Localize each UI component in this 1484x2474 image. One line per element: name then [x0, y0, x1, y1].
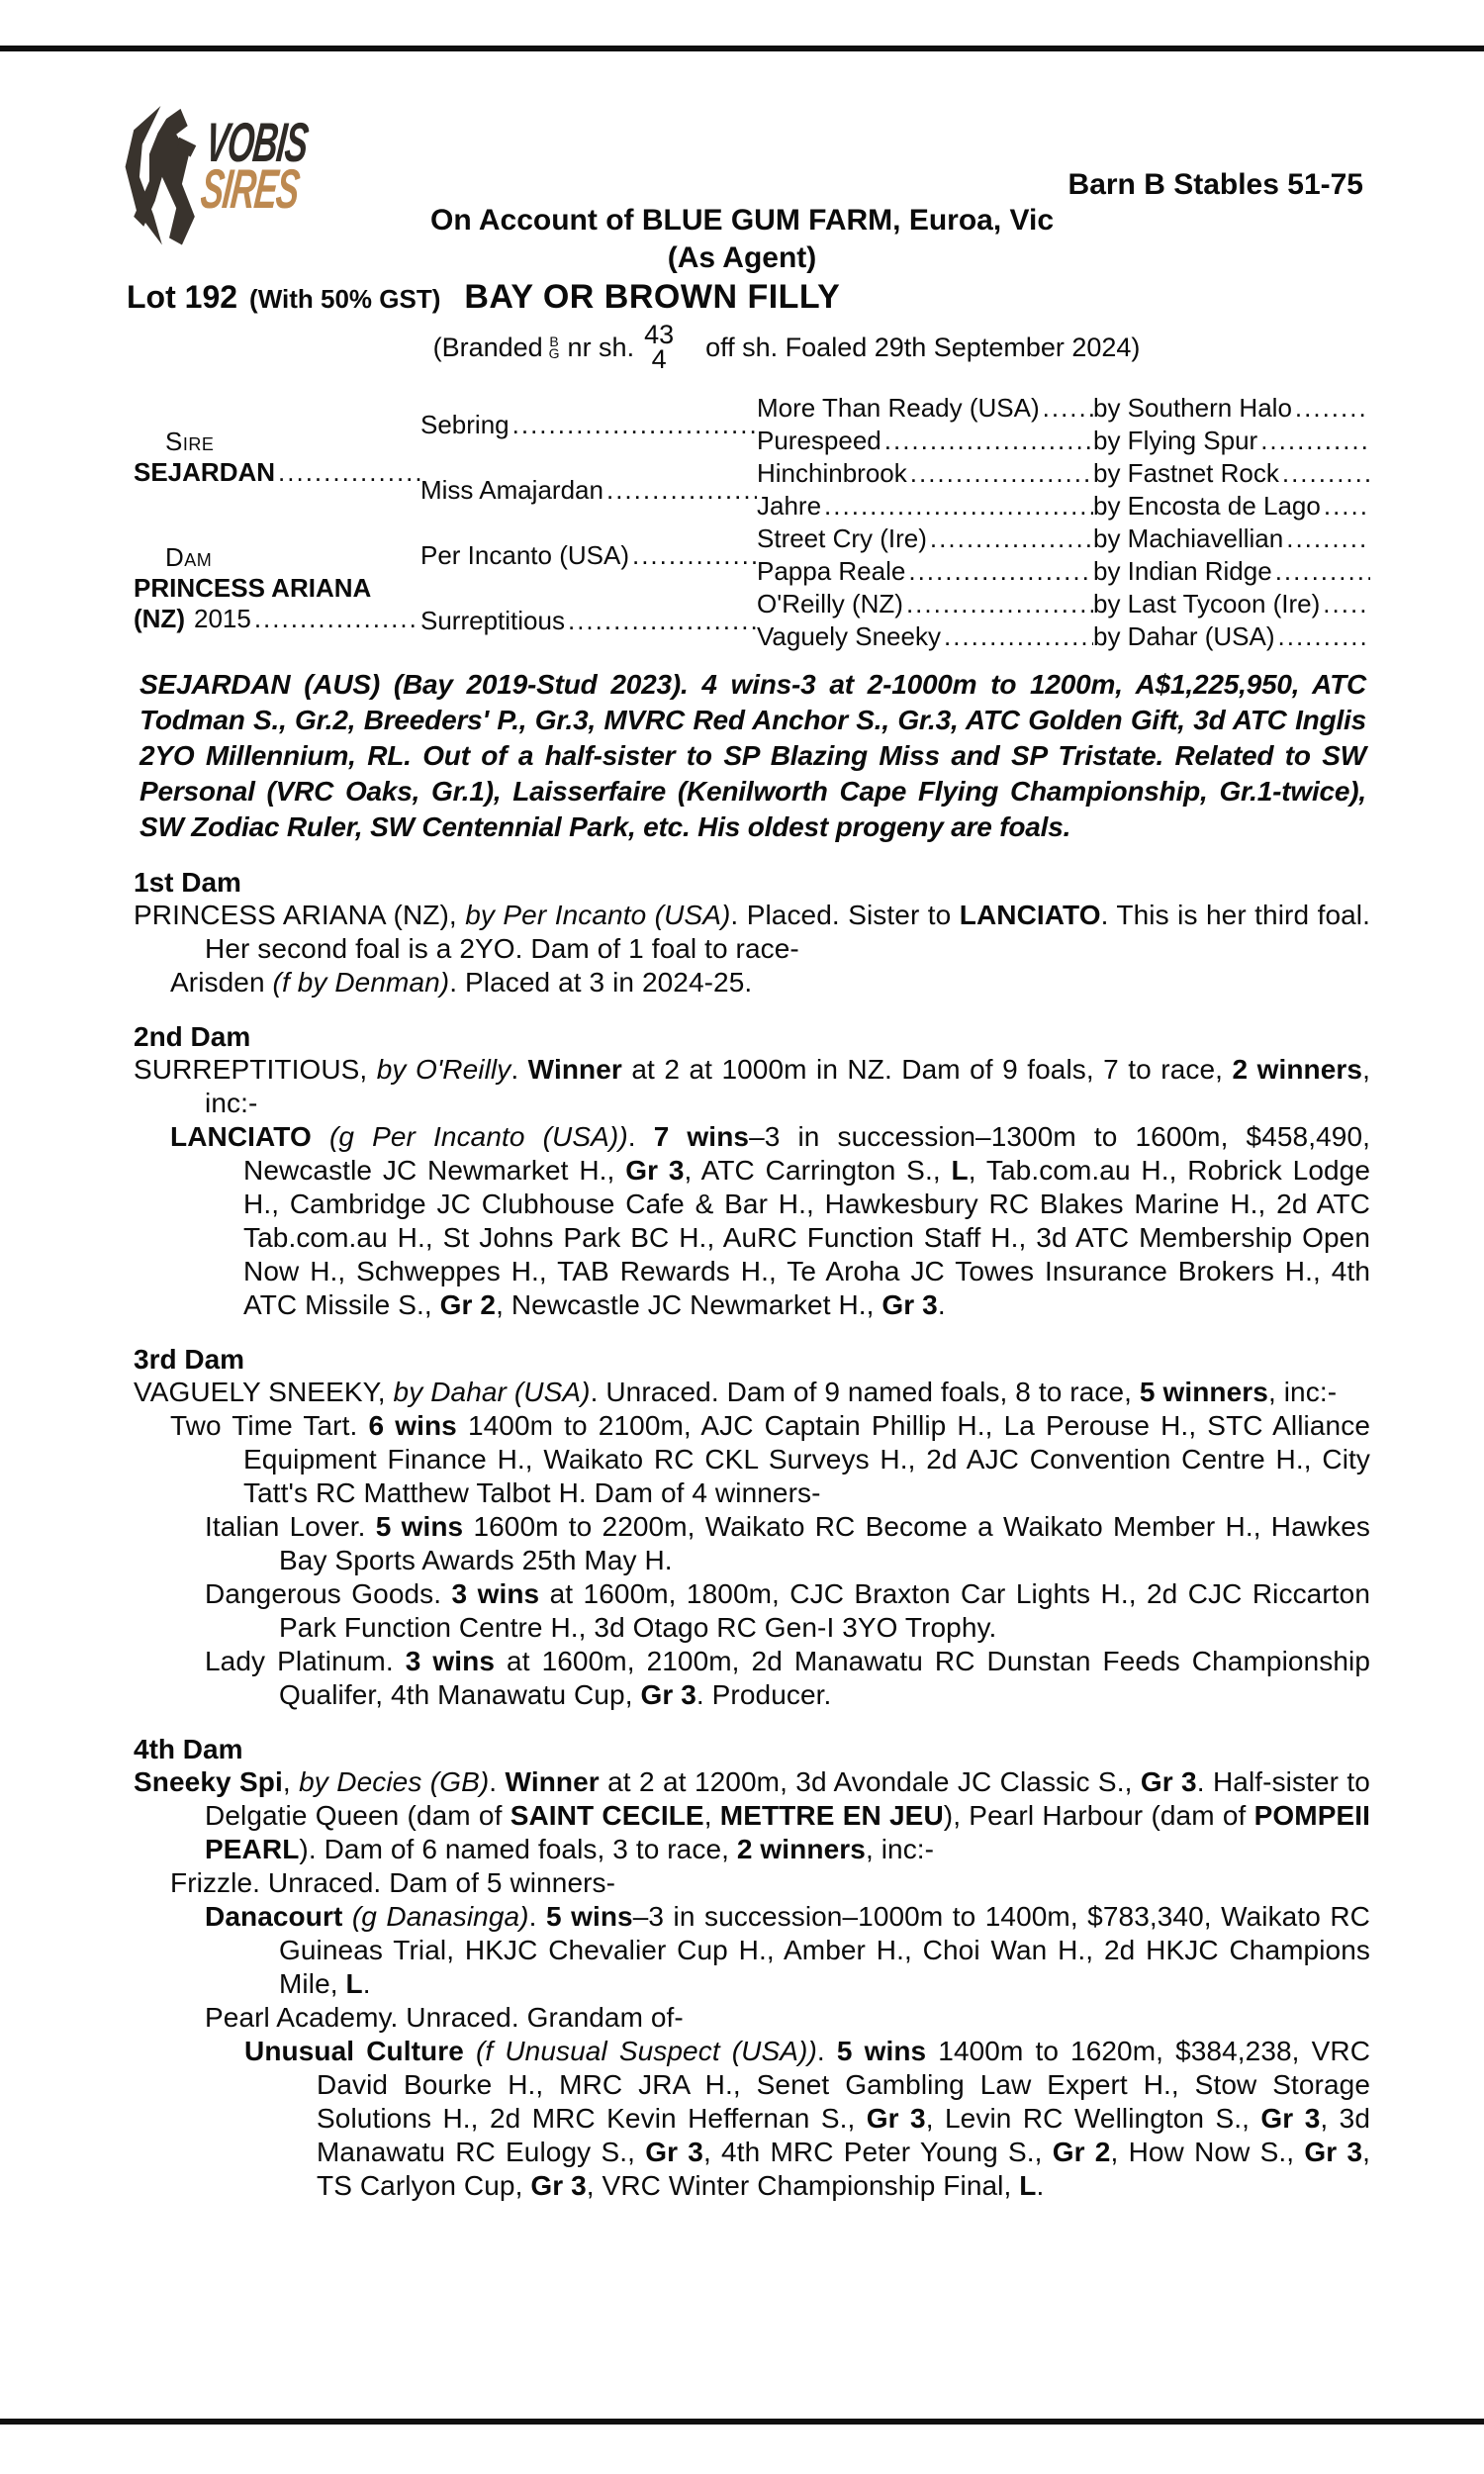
text-run: PRINCESS ARIANA (NZ),	[134, 900, 466, 930]
dam-label: Dam	[165, 541, 213, 572]
text-run: (g Danasinga)	[351, 1901, 529, 1932]
dotted-leader	[1282, 458, 1370, 489]
text-run: (g Per Incanto (USA))	[328, 1121, 628, 1152]
text-run: Gr 3	[640, 1679, 696, 1710]
text-run: .	[489, 1766, 506, 1797]
text-run: POMPEII PEARL	[205, 1800, 1370, 1864]
gen3-name-cell	[757, 588, 1093, 620]
brand-number-bottom: 4	[651, 344, 667, 374]
text-run: 2 winners	[1232, 1054, 1363, 1085]
text-run: Italian Lover.	[205, 1511, 376, 1542]
dotted-leader	[568, 606, 757, 636]
text-run: 3 wins	[451, 1578, 540, 1609]
ancestor-sire: by Southern Halo	[1093, 393, 1292, 423]
text-run: 6 wins	[368, 1410, 457, 1441]
ancestor-sire: by Fastnet Rock	[1093, 458, 1279, 488]
ancestor-sire: by Flying Spur	[1093, 426, 1258, 455]
dam-section-4	[134, 1733, 1370, 2203]
text-run: , Levin RC Wellington S.,	[925, 2103, 1261, 2134]
text-run: Frizzle. Unraced. Dam of 5 winners-	[170, 1867, 616, 1898]
text-run: Arisden	[170, 967, 273, 998]
text-run: 5 wins	[836, 2036, 927, 2066]
vendor-account-line: On Account of BLUE GUM FARM, Euroa, Vic	[429, 204, 1055, 237]
text-run: ). Dam of 6 named foals, 3 to race,	[299, 1834, 737, 1864]
brand-prefix: (Branded	[432, 332, 543, 362]
gst-note: (With 50% GST)	[249, 284, 441, 314]
text-run: .	[627, 1121, 654, 1152]
brand-mark-top: B	[549, 333, 559, 349]
granddam2-name: Surreptitious	[420, 605, 565, 635]
dotted-leader	[1043, 393, 1093, 424]
text-run: by O'Reilly	[376, 1054, 511, 1085]
text-run: Sneeky Spi	[134, 1766, 283, 1797]
gen3-name-cell	[757, 620, 1093, 653]
dotted-leader	[1323, 589, 1370, 619]
text-run: SAINT CECILE	[510, 1800, 704, 1831]
dotted-leader	[930, 523, 1093, 554]
dam-name: PRINCESS ARIANA	[134, 572, 372, 603]
brand-mark-bottom: G	[548, 345, 560, 361]
granddam-cell	[420, 457, 757, 523]
text-run: ,	[282, 1766, 300, 1797]
text-run: by Decies (GB)	[299, 1766, 490, 1797]
gen3-name-cell	[757, 555, 1093, 588]
dam-name-suffix: (NZ)	[134, 603, 185, 633]
text-run: 5 wins	[545, 1901, 633, 1932]
logo-line-sires: SIRES	[198, 157, 302, 220]
text-run: 1400m to 1620m, $384,238, VRC David Bourke H., MRC JRA H., Senet Gambling Law Expert H., Stow Storage Solutions H., 2d MRC Kevin Heffernan S.,	[317, 2036, 1371, 2134]
pedigree-paragraph	[134, 1900, 1370, 2001]
text-run: Gr 3	[1260, 2103, 1321, 2134]
ancestor-name: More Than Ready (USA)	[757, 393, 1040, 423]
ancestor-name: Jahre	[757, 491, 822, 521]
text-run: ,	[703, 1800, 720, 1831]
pedigree-paragraph	[134, 1510, 1370, 1577]
dotted-leader	[824, 491, 1093, 522]
top-rule	[0, 46, 1484, 51]
pedigree-table	[134, 392, 1370, 653]
text-run: 3 wins	[405, 1646, 496, 1676]
logo-line-vobis: VOBIS	[203, 111, 311, 173]
dam-foaling-year: 2015	[193, 603, 251, 633]
text-run: , inc:-	[205, 1054, 1370, 1118]
text-run: 1400m to 2100m, AJC Captain Phillip H., La Perouse H., STC Alliance Equipment Finance H., Waikato RC CKL Surveys H., 2d AJC Convention Centre H., City Tatt's RC Matthew Talbot H. Dam of 4 winners-	[243, 1410, 1370, 1508]
text-run: .	[362, 1968, 371, 1999]
text-run: Two Time Tart.	[170, 1410, 369, 1441]
text-run: 2 winners	[736, 1834, 866, 1864]
text-run: LANCIATO	[959, 900, 1101, 930]
page-content	[134, 392, 1370, 2203]
text-run: , TS Carlyon Cup,	[317, 2137, 1371, 2201]
text-run	[342, 1901, 351, 1932]
sire-name: SEJARDAN	[134, 457, 276, 487]
pedigree-paragraph	[134, 1409, 1370, 1510]
pedigree-paragraph	[134, 2001, 1370, 2035]
text-run: L	[1019, 2170, 1037, 2201]
dam-section-2	[134, 1020, 1370, 1322]
brand-number-top: 43	[644, 320, 675, 349]
text-run: Gr 3	[645, 2137, 703, 2167]
text-run: .	[1036, 2170, 1045, 2201]
section-heading: 2nd Dam	[134, 1021, 251, 1052]
text-run: , inc:-	[1267, 1377, 1338, 1407]
text-run: Dangerous Goods.	[205, 1578, 452, 1609]
dotted-leader	[1278, 621, 1371, 652]
granddam2-cell	[420, 588, 757, 653]
text-run: , 3d Manawatu RC Eulogy S.,	[317, 2103, 1370, 2167]
text-run: Gr 3	[881, 1289, 938, 1320]
gen3-name-cell	[757, 490, 1093, 523]
damsire-name: Per Incanto (USA)	[420, 539, 629, 570]
text-run: , How Now S.,	[1110, 2137, 1305, 2167]
lot-title-line	[127, 278, 840, 317]
as-agent-line: (As Agent)	[667, 241, 817, 274]
gen3-by-cell	[1093, 620, 1370, 653]
ancestor-sire: by Machiavellian	[1093, 523, 1284, 553]
dotted-leader	[908, 556, 1093, 587]
section-heading: 1st Dam	[134, 867, 241, 898]
text-run: Gr 3	[530, 2170, 587, 2201]
ancestor-name: Vaguely Sneeky	[757, 621, 941, 651]
text-run: by Per Incanto (USA)	[465, 900, 731, 930]
dotted-leader	[1295, 393, 1370, 424]
text-run: .	[937, 1289, 946, 1320]
gen3-name-cell	[757, 392, 1093, 425]
text-run: , VRC Winter Championship Final,	[586, 2170, 1020, 2201]
gen3-by-cell	[1093, 425, 1370, 457]
text-run: .	[510, 1054, 528, 1085]
text-run: , 4th MRC Peter Young S.,	[702, 2137, 1053, 2167]
text-run: 5 wins	[375, 1511, 464, 1542]
dotted-leader	[910, 458, 1093, 489]
text-run: SURREPTITIOUS,	[134, 1054, 377, 1085]
text-run: LANCIATO	[170, 1121, 312, 1152]
text-run: 5 winners	[1139, 1377, 1268, 1407]
text-run: . Placed. Sister to	[730, 900, 960, 930]
text-run: . Placed at 3 in 2024-25.	[449, 967, 753, 998]
text-run: Gr 2	[1052, 2137, 1111, 2167]
text-run: (f Unusual Suspect (USA))	[475, 2036, 817, 2066]
pedigree-paragraph	[134, 966, 1370, 999]
pedigree-paragraph	[134, 1645, 1370, 1712]
pedigree-paragraph	[134, 1577, 1370, 1645]
gen3-by-cell	[1093, 588, 1370, 620]
text-run: Gr 2	[439, 1289, 497, 1320]
grandsire-name: Sebring	[420, 409, 510, 439]
ancestor-sire: by Last Tycoon (Ire)	[1093, 589, 1321, 618]
gen3-by-cell	[1093, 392, 1370, 425]
ancestor-sire: by Encosta de Lago	[1093, 491, 1321, 521]
dotted-leader	[944, 621, 1093, 652]
granddam-name: Miss Amajardan	[420, 474, 603, 505]
text-run: . This is her third foal. Her second foal is a 2YO. Dam of 1 foal to race-	[205, 900, 1370, 964]
text-run: Winner	[527, 1054, 622, 1085]
text-run: .	[816, 2036, 837, 2066]
text-run: 1600m to 2200m, Waikato RC Become a Waikato Member H., Hawkes Bay Sports Awards 25th May H.	[279, 1511, 1370, 1575]
text-run: –3 in succession–1300m to 1600m, $458,490, Newcastle JC Newmarket H.,	[243, 1121, 1370, 1186]
pedigree-paragraph	[134, 1765, 1370, 1866]
pedigree-paragraph	[134, 2035, 1370, 2203]
ancestor-name: Pappa Reale	[757, 556, 906, 586]
text-run: at 2 at 1000m in NZ. Dam of 9 foals, 7 to race,	[621, 1054, 1233, 1085]
text-run: . Unraced. Dam of 9 named foals, 8 to race,	[590, 1377, 1140, 1407]
sire-summary-paragraph: SEJARDAN (AUS) (Bay 2019-Stud 2023). 4 wins-3 at 2-1000m to 1200m, A$1,225,950, ATC Todman S., Gr.2, Breeders' P., Gr.3, MVRC Red Anchor S., Gr.3, ATC Golden Gift, 3d ATC Inglis 2YO Millennium, RL. Out of a half-sister to SP Blazing Miss and SP Tristate. Related to SW Personal (VRC Oaks, Gr.1), Laisserfaire (Kenilworth Cape Flying Championship, Gr.1-twice), SW Zodiac Ruler, SW Centennial Park, etc. His oldest progeny are foals.	[139, 669, 1366, 842]
pedigree-paragraph	[134, 1376, 1370, 1409]
text-run: . Half-sister to Delgatie Queen (dam of	[205, 1766, 1370, 1831]
text-run: .	[528, 1901, 546, 1932]
text-run: , inc:-	[865, 1834, 935, 1864]
ancestor-name: Purespeed	[757, 426, 881, 455]
dotted-leader	[1260, 426, 1370, 456]
lot-number: Lot 192	[127, 279, 238, 315]
dam-section-3	[134, 1343, 1370, 1712]
dotted-leader	[606, 475, 757, 506]
text-run: Lady Platinum.	[205, 1646, 406, 1676]
damsire-cell	[420, 523, 757, 588]
pedigree-paragraph	[134, 899, 1370, 966]
dam-cell	[134, 523, 420, 653]
barn-stables-text: Barn B Stables 51-75	[1067, 168, 1363, 201]
foaled-date-text: off sh. Foaled 29th September 2024)	[705, 332, 1141, 362]
text-run: L	[345, 1968, 363, 1999]
ancestor-name: O'Reilly (NZ)	[757, 589, 903, 618]
text-run	[312, 1121, 329, 1152]
text-run: Gr 3	[1304, 2137, 1363, 2167]
text-run: at 2 at 1200m, 3d Avondale JC Classic S.,	[599, 1766, 1141, 1797]
text-run: at 1600m, 1800m, CJC Braxton Car Lights H., 2d CJC Riccarton Park Function Centre H., 3d Otago RC Gen-I 3YO Trophy.	[279, 1578, 1371, 1643]
ancestor-name: Street Cry (Ire)	[757, 523, 927, 553]
text-run: Gr 3	[625, 1155, 685, 1186]
gen3-by-cell	[1093, 555, 1370, 588]
ancestor-name: Hinchinbrook	[757, 458, 907, 488]
text-run: Gr 3	[866, 2103, 926, 2134]
dotted-leader	[884, 426, 1093, 456]
text-run: VAGUELY SNEEKY,	[134, 1377, 394, 1407]
text-run	[464, 2036, 476, 2066]
dotted-leader	[1286, 523, 1370, 554]
brand-mark	[549, 335, 560, 359]
logo-wordmark	[198, 111, 371, 220]
dotted-leader	[632, 540, 757, 571]
section-heading: 3rd Dam	[134, 1344, 245, 1375]
gen3-by-cell	[1093, 523, 1370, 555]
dam-section-1	[134, 866, 1370, 999]
text-run: Pearl Academy. Unraced. Grandam of-	[205, 2002, 684, 2033]
dotted-leader	[254, 604, 420, 634]
text-run: Danacourt	[205, 1901, 343, 1932]
text-run: L	[951, 1155, 969, 1186]
dotted-leader	[1275, 556, 1370, 587]
pedigree-paragraph	[134, 1053, 1370, 1120]
text-run: by Dahar (USA)	[393, 1377, 591, 1407]
text-run: ), Pearl Harbour (dam of	[943, 1800, 1254, 1831]
dotted-leader	[906, 589, 1093, 619]
text-run: at 1600m, 2100m, 2d Manawatu RC Dunstan Feeds Championship Qualifer, 4th Manawatu Cup,	[279, 1646, 1371, 1710]
ancestor-sire: by Indian Ridge	[1093, 556, 1272, 586]
gen3-by-cell	[1093, 457, 1370, 490]
text-run: Gr 3	[1140, 1766, 1197, 1797]
brand-foaled-line	[45, 320, 1484, 374]
dotted-leader	[278, 457, 420, 488]
pedigree-paragraph	[134, 1866, 1370, 1900]
pedigree-paragraph	[134, 1120, 1370, 1322]
text-run: Winner	[505, 1766, 600, 1797]
text-run: Unusual Culture	[244, 2036, 464, 2066]
text-run: . Producer.	[696, 1679, 832, 1710]
gen3-name-cell	[757, 425, 1093, 457]
horse-colour-sex-title: BAY OR BROWN FILLY	[464, 278, 841, 316]
text-run: , ATC Carrington S.,	[684, 1155, 952, 1186]
sire-label: Sire	[165, 427, 215, 456]
text-run: , Newcastle JC Newmarket H.,	[496, 1289, 882, 1320]
section-heading: 4th Dam	[134, 1734, 243, 1764]
text-run: (f by Denman)	[272, 967, 450, 998]
ancestor-sire: by Dahar (USA)	[1093, 621, 1275, 651]
text-run: , Tab.com.au H., Robrick Lodge H., Cambridge JC Clubhouse Cafe & Bar H., Hawkesbury RC Blakes Marine H., 2d ATC Tab.com.au H., St Johns Park BC H., AuRC Function Staff H., 3d ATC Membership Open Now H., Schweppes H., TAB Rewards H., Te Aroha JC Towes Insurance Brokers H., 4th ATC Missile S.,	[243, 1155, 1371, 1320]
sire-cell	[134, 392, 420, 523]
bottom-rule	[0, 2419, 1484, 2425]
dotted-leader	[512, 410, 757, 440]
near-shoulder-label: nr sh.	[567, 332, 635, 362]
gen3-name-cell	[757, 523, 1093, 555]
dotted-leader	[1324, 491, 1370, 522]
grandsire-cell	[420, 392, 757, 457]
text-run: METTRE EN JEU	[719, 1800, 944, 1831]
gen3-name-cell	[757, 457, 1093, 490]
gen3-by-cell	[1093, 490, 1370, 523]
text-run: –3 in succession–1000m to 1400m, $783,340, Waikato RC Guineas Trial, HKJC Chevalier Cup H., Amber H., Choi Wan H., 2d HKJC Champions Mile,	[279, 1901, 1370, 1999]
text-run: 7 wins	[653, 1121, 750, 1152]
brand-number	[644, 320, 675, 374]
